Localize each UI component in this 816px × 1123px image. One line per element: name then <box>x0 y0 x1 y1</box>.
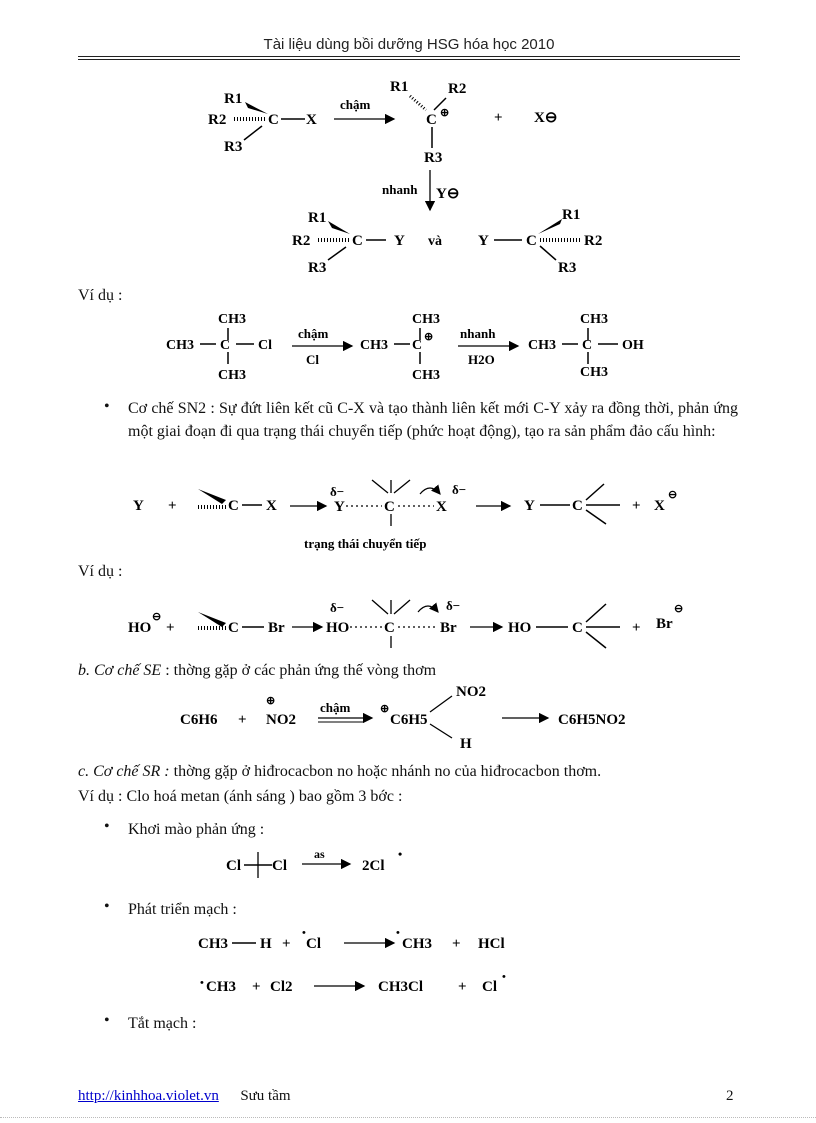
sn1-nucleophile: Y⊖ <box>436 186 460 202</box>
sn1-plus: + <box>494 110 503 126</box>
svg-text:δ−: δ− <box>446 598 461 613</box>
ts-x: X <box>436 499 447 515</box>
ex1-ch3-top2: CH3 <box>412 312 440 327</box>
sr-text: thờng gặp ở hiđrocacbon no hoặc nhánh no của hiđrocacbon thơm. <box>173 763 602 780</box>
prod2-r3: R3 <box>558 260 577 276</box>
se-plus: + <box>238 712 247 728</box>
ex1-c2: C <box>412 338 423 353</box>
ex1-ch3-prod: CH3 <box>528 338 556 353</box>
term-label: Tắt mạch : <box>128 1015 197 1032</box>
init-cl-right: Cl <box>272 858 287 874</box>
ts-y: Y <box>334 499 345 515</box>
prop2-cl2: Cl2 <box>270 979 293 995</box>
prop2-cl: Cl <box>482 979 497 995</box>
ex2-br-prod: Br <box>656 616 673 632</box>
init-cl-left: Cl <box>226 858 241 874</box>
se-no2: NO2 <box>266 712 296 728</box>
prod1-r3: R3 <box>308 260 327 276</box>
sn1-r2: R2 <box>208 112 227 128</box>
ex2-plus1: + <box>166 620 175 636</box>
sn2-plus1: + <box>168 498 177 514</box>
svg-text:•: • <box>200 977 204 989</box>
sn2-prod-c: C <box>572 498 583 514</box>
sn2-x-prod: X <box>654 498 665 514</box>
footer-credit: Sưu tầm <box>240 1088 291 1104</box>
prop-bullet: • <box>104 898 110 915</box>
prop-label: Phát triển mạch : <box>128 901 237 918</box>
svg-text:⊖: ⊖ <box>152 611 162 623</box>
sn2-plus2: + <box>632 498 641 514</box>
prop2-plus2: + <box>458 979 467 995</box>
ex1-c3: C <box>582 338 593 353</box>
prop1-plus2: + <box>452 936 461 952</box>
prod2-r1: R1 <box>562 207 581 223</box>
se-product: C6H5NO2 <box>558 712 626 728</box>
example2-label: Ví dụ : <box>78 563 123 580</box>
ex1-cl: Cl <box>258 338 272 353</box>
ex1-ch3-bottom2: CH3 <box>412 368 440 383</box>
se-h: H <box>460 736 472 752</box>
prop2-ch3: CH3 <box>206 979 236 995</box>
sn2-x: X <box>266 498 277 514</box>
ex1-c: C <box>220 338 231 353</box>
prop1-h: H <box>260 936 272 952</box>
sr-label: c. Cơ chế SR : <box>78 763 170 780</box>
init-as: as <box>314 847 325 861</box>
init-label: Khơi mào phản ứng : <box>128 821 265 838</box>
prod1-c: C <box>352 233 363 249</box>
svg-text:•: • <box>302 927 306 939</box>
footer-dotted-line <box>0 1117 816 1118</box>
ex2-ts-br: Br <box>440 620 457 636</box>
prod1-r1: R1 <box>308 210 327 226</box>
sn1-c: C <box>268 112 279 128</box>
se-label: b. Cơ chế SE <box>78 662 162 679</box>
cation-r2: R2 <box>448 81 467 97</box>
svg-text:⊕: ⊕ <box>380 703 390 715</box>
footer <box>78 1088 738 1105</box>
cation-r3: R3 <box>424 150 443 166</box>
prop1-plus1: + <box>282 936 291 952</box>
ex2-ho: HO <box>128 620 152 636</box>
init-bullet: • <box>104 818 110 835</box>
ex1-ch3-bottom: CH3 <box>218 368 246 383</box>
se-no2-sub: NO2 <box>456 684 486 700</box>
svg-text:⊖: ⊖ <box>674 603 684 615</box>
ex1-ch3-top: CH3 <box>218 312 246 327</box>
sn2-bullet: • <box>104 398 110 415</box>
sn1-r1: R1 <box>224 91 243 107</box>
sn1-slow-label: chậm <box>340 97 371 112</box>
cation-r1: R1 <box>390 79 409 95</box>
prop1-ch3: CH3 <box>198 936 228 952</box>
ex2-ts-ho: HO <box>326 620 350 636</box>
init-product: 2Cl <box>362 858 385 874</box>
sn1-x-anion: X⊖ <box>534 110 558 126</box>
ex1-below: Cl <box>306 352 319 367</box>
ex2-c: C <box>228 620 239 636</box>
se-slow: chậm <box>320 700 351 715</box>
sn2-prod-y: Y <box>524 498 535 514</box>
sn1-r3: R3 <box>224 139 243 155</box>
ex1-ch3-left: CH3 <box>166 338 194 353</box>
svg-text:⊕: ⊕ <box>266 695 276 707</box>
footer-link[interactable]: http://kinhhoa.violet.vn <box>78 1088 219 1104</box>
ex1-fast: nhanh <box>460 326 496 341</box>
prop1-hcl: HCl <box>478 936 505 952</box>
ex1-ch3-prod-top: CH3 <box>580 312 608 327</box>
ex1-slow: chậm <box>298 326 329 341</box>
ex2-ts-c: C <box>384 620 395 636</box>
ex1-ch3-mid: CH3 <box>360 338 388 353</box>
ex2-br: Br <box>268 620 285 636</box>
page-number: 2 <box>726 1088 734 1104</box>
sn2-paragraph: Cơ chế SN2 : Sự đứt liên kết cũ C-X và tạo thành liên kết mới C-Y xảy ra đồng thời, phản ứng một giai đoạn đi qua trạng thái chuyển tiếp (phức hoạt động), tạo ra sản phẩm đảo cấu hình: <box>128 400 738 440</box>
ex1-h2o: H2O <box>468 352 495 367</box>
term-bullet: • <box>104 1012 110 1029</box>
sn1-x: X <box>306 112 317 128</box>
ex1-oh: OH <box>622 338 644 353</box>
sn2-c: C <box>228 498 239 514</box>
svg-text:•: • <box>396 927 400 939</box>
sn2-x-charge: ⊖ <box>668 489 678 501</box>
ex2-prod-ho: HO <box>508 620 532 636</box>
ts-delta-right: δ− <box>452 482 467 497</box>
ex2-plus2: + <box>632 620 641 636</box>
cation-charge: ⊕ <box>440 107 450 119</box>
svg-text:•: • <box>398 847 403 861</box>
ex2-prod-c: C <box>572 620 583 636</box>
se-text: : thờng gặp ở các phản ứng thế vòng thơm <box>165 662 437 679</box>
page-header: Tài liệu dùng bồi dưỡng HSG hóa học 2010 <box>263 36 555 53</box>
example1-label: Ví dụ : <box>78 287 123 304</box>
prod2-c: C <box>526 233 537 249</box>
sr-example: Ví dụ : Clo hoá metan (ánh sáng ) bao gồm 3 bớc : <box>78 788 403 805</box>
prod1-r2: R2 <box>292 233 311 249</box>
ex1-ch3-prod-bottom: CH3 <box>580 365 608 380</box>
cation-c: C <box>426 112 437 128</box>
se-c6h5: C6H5 <box>390 712 428 728</box>
svg-text:δ−: δ− <box>330 600 345 615</box>
prod1-y: Y <box>394 233 405 249</box>
prod2-r2: R2 <box>584 233 603 249</box>
sn1-fast-label: nhanh <box>382 182 418 197</box>
se-c6h6: C6H6 <box>180 712 218 728</box>
ts-c: C <box>384 499 395 515</box>
svg-text:•: • <box>502 971 506 983</box>
ts-label: trạng thái chuyển tiếp <box>304 536 427 551</box>
prop1-cl: Cl <box>306 936 321 952</box>
sn2-y: Y <box>133 498 144 514</box>
ex1-charge: ⊕ <box>424 331 434 343</box>
and-label: và <box>428 234 442 249</box>
prop1-ch3-rad: CH3 <box>402 936 432 952</box>
prop2-ch3cl: CH3Cl <box>378 979 423 995</box>
prod2-y: Y <box>478 233 489 249</box>
prop2-plus1: + <box>252 979 261 995</box>
ts-delta-left: δ− <box>330 484 345 499</box>
